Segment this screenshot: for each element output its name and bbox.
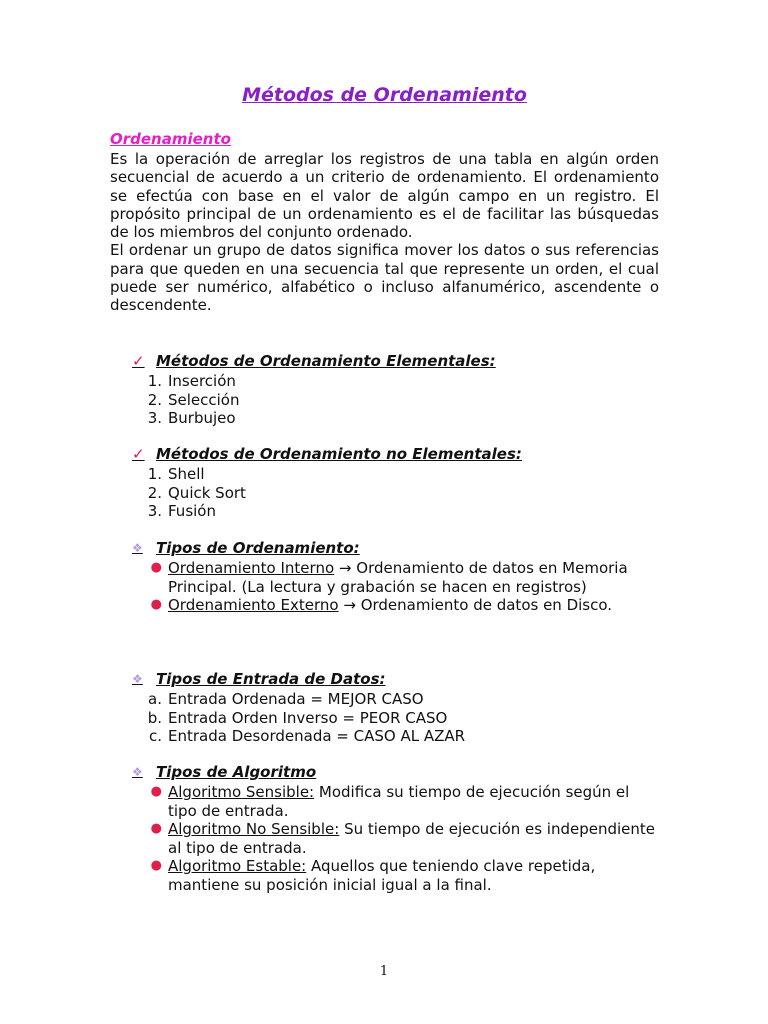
list-item: ● Algoritmo Estable: Aquellos que teniendo clave repetida, mantiene su posición inicial igual a la final. (132, 857, 659, 894)
no-elementales-list (132, 465, 659, 521)
heading-label: Tipos de Entrada de Datos: (156, 670, 386, 688)
heading-label: Tipos de Algoritmo (156, 763, 317, 781)
list-item: b. Entrada Orden Inverso = PEOR CASO (147, 708, 448, 727)
list-item: 3. Fusión (147, 502, 216, 520)
tipos-algoritmo-section (132, 763, 659, 894)
arrow-right-icon: → (343, 596, 356, 614)
tipos-ordenamiento-section (132, 539, 659, 615)
diamond-bullet-icon: ❖ (132, 765, 143, 779)
intro-paragraph-2: El ordenar un grupo de datos significa mover los datos o sus referencias para que queden en una secuencia tal que represente un orden, el cual puede ser numérico, alfabético o incluso alfanumérico, ascendente o descendente. (110, 241, 659, 315)
tipos-entrada-heading (132, 670, 659, 688)
list-item: 2. Selección (147, 390, 240, 409)
arrow-right-icon: → (338, 559, 352, 577)
bullet-icon: ● (150, 560, 162, 575)
intro-text (110, 150, 659, 315)
list-item: a. Entrada Ordenada = MEJOR CASO (148, 690, 424, 708)
bullet-icon: ● (150, 858, 162, 873)
elementales-list (132, 372, 659, 428)
heading-label: Métodos de Ordenamiento Elementales: (156, 352, 496, 370)
tipos-ordenamiento-list (132, 559, 659, 615)
tipos-ordenamiento-heading (132, 539, 659, 557)
bullet-icon: ● (150, 597, 162, 612)
check-icon: ✓ (132, 352, 145, 370)
no-elementales-heading (132, 445, 659, 463)
diamond-bullet-icon: ❖ (132, 541, 143, 555)
list-item: ● Ordenamiento Externo → Ordenamiento de datos en Disco. (132, 596, 659, 615)
bullet-icon: ● (150, 821, 162, 836)
page-number: 1 (379, 964, 389, 979)
list-item: 1. Inserción (147, 372, 236, 390)
elementales-section (132, 352, 659, 428)
heading-label: Tipos de Ordenamiento: (156, 539, 360, 557)
elementales-heading (132, 352, 659, 370)
tipos-algoritmo-list (132, 783, 659, 894)
heading-label: Métodos de Ordenamiento no Elementales: (156, 445, 522, 463)
list-item: 2. Quick Sort (147, 483, 246, 502)
check-icon: ✓ (132, 445, 145, 463)
intro-paragraph-1: Es la operación de arreglar los registros de una tabla en algún orden secuencial de acuerdo a un criterio de ordenamiento. El ordenamiento se efectúa con base en el valor de algún campo en un registro. El propósito principal de un ordenamiento es el de facilitar las búsquedas de los miembros del conjunto ordenado. (110, 150, 659, 242)
no-elementales-section (132, 445, 659, 521)
list-item: 1. Shell (147, 465, 205, 483)
list-item: c. Entrada Desordenada = CASO AL AZAR (148, 727, 466, 745)
list-item: ● Ordenamiento Interno → Ordenamiento de datos en Memoria Principal. (La lectura y grabación se hacen en registros) (132, 559, 659, 596)
tipos-entrada-section (132, 670, 659, 746)
list-item: ● Algoritmo No Sensible: Su tiempo de ejecución es independiente al tipo de entrada. (132, 820, 659, 857)
tipos-entrada-list (132, 690, 659, 746)
tipos-algoritmo-heading (132, 763, 659, 781)
document-title: Métodos de Ordenamiento (242, 84, 527, 106)
list-item: ● Algoritmo Sensible: Modifica su tiempo de ejecución según el tipo de entrada. (132, 783, 659, 820)
section-heading: Ordenamiento (110, 130, 231, 148)
list-item: 3. Burbujeo (147, 409, 236, 427)
diamond-bullet-icon: ❖ (132, 672, 143, 686)
bullet-icon: ● (150, 784, 162, 799)
